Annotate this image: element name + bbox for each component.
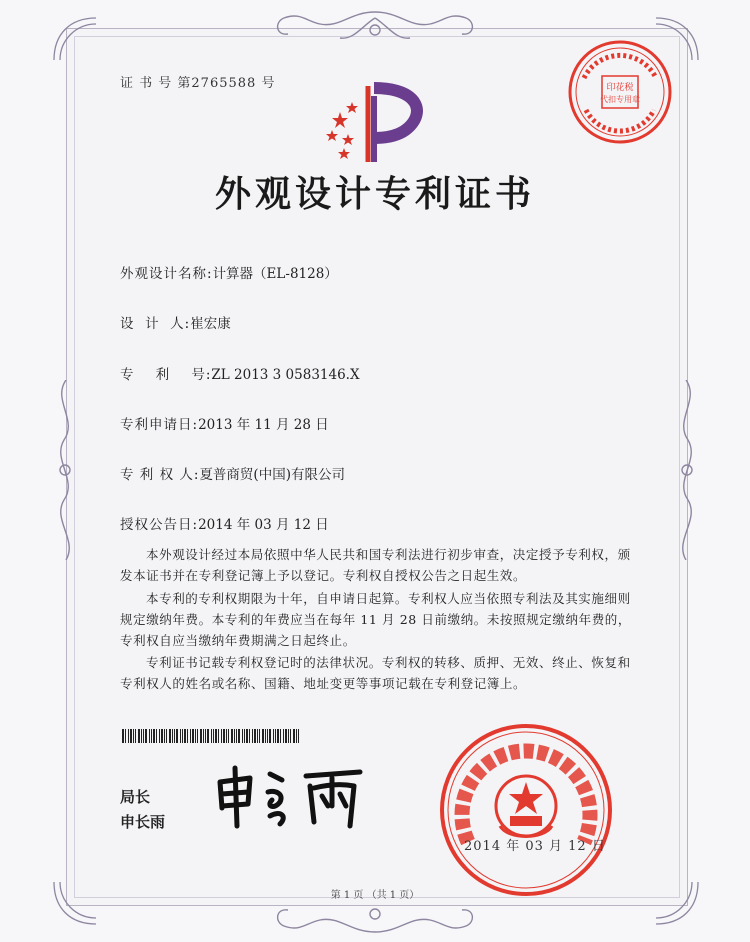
right-ornament-icon: [672, 380, 702, 560]
paragraph-2: 本专利的专利权期限为十年，自申请日起算。专利权人应当依照专利法及其实施细则规定缴纳年费。本专利的年费应当在每年 11 月 28 日前缴纳。未按照规定缴纳年费的，专利权自应当缴纳年费期满之日起终止。: [120, 591, 632, 648]
page-footer: 第 1 页 （共 1 页）: [330, 890, 420, 901]
director-name: 申长雨: [120, 813, 166, 831]
left-ornament-icon: [50, 380, 80, 560]
field-filing-date: [120, 413, 329, 433]
field-design-name: [120, 262, 338, 282]
svg-text:代扣专用章: 代扣专用章: [600, 95, 640, 104]
sipo-official-seal-icon: [438, 722, 614, 898]
field-patent-number: [120, 363, 360, 383]
paragraph-1: 本外观设计经过本局依照中华人民共和国专利法进行初步审查，决定授予专利权，颁发本证书并在专利登记簿上予以登记。专利权自授权公告之日起生效。: [120, 547, 631, 583]
designer-value: 崔宏康: [190, 316, 231, 332]
designer-label: 设 计 人:: [120, 316, 191, 332]
filing-date-value: 2013 年 11 月 28 日: [198, 417, 329, 433]
filing-date-label: 专利申请日:: [120, 417, 199, 433]
seal-date: 2014 年 03 月 12 日: [464, 839, 606, 854]
sipo-logo-icon: [318, 82, 436, 166]
design-name-label: 外观设计名称:: [120, 266, 213, 282]
certificate-number: 证 书 号 第2765588 号: [120, 76, 276, 91]
patentee-value: 夏普商贸(中国)有限公司: [199, 467, 345, 483]
patent-number-label: 专 利 号:: [120, 367, 212, 383]
certificate-title: 外观设计专利证书: [214, 174, 535, 215]
barcode-icon: [122, 729, 302, 743]
svg-text:印花税: 印花税: [606, 83, 634, 93]
tax-stamp-seal-icon: [566, 38, 674, 146]
bottom-ornament-icon: [270, 896, 480, 936]
field-patentee: [120, 463, 345, 483]
field-grant-date: [120, 513, 329, 533]
patent-number-value: ZL 2013 3 0583146.X: [211, 367, 360, 383]
paragraph-3: 专利证书记载专利权登记时的法律状况。专利权的转移、质押、无效、终止、恢复和专利权人的姓名或名称、国籍、地址变更等事项记载在专利登记簿上。: [120, 655, 631, 691]
field-designer: [120, 312, 231, 332]
patentee-label: 专 利 权 人:: [120, 467, 200, 483]
corner-ornament-tl-icon: [50, 14, 100, 64]
director-title: 局长: [120, 788, 151, 806]
design-name-value: 计算器（EL-8128）: [212, 266, 338, 282]
grant-date-value: 2014 年 03 月 12 日: [198, 517, 329, 533]
signature-icon: [210, 760, 390, 832]
grant-date-label: 授权公告日:: [120, 517, 199, 533]
top-ornament-icon: [270, 8, 480, 48]
